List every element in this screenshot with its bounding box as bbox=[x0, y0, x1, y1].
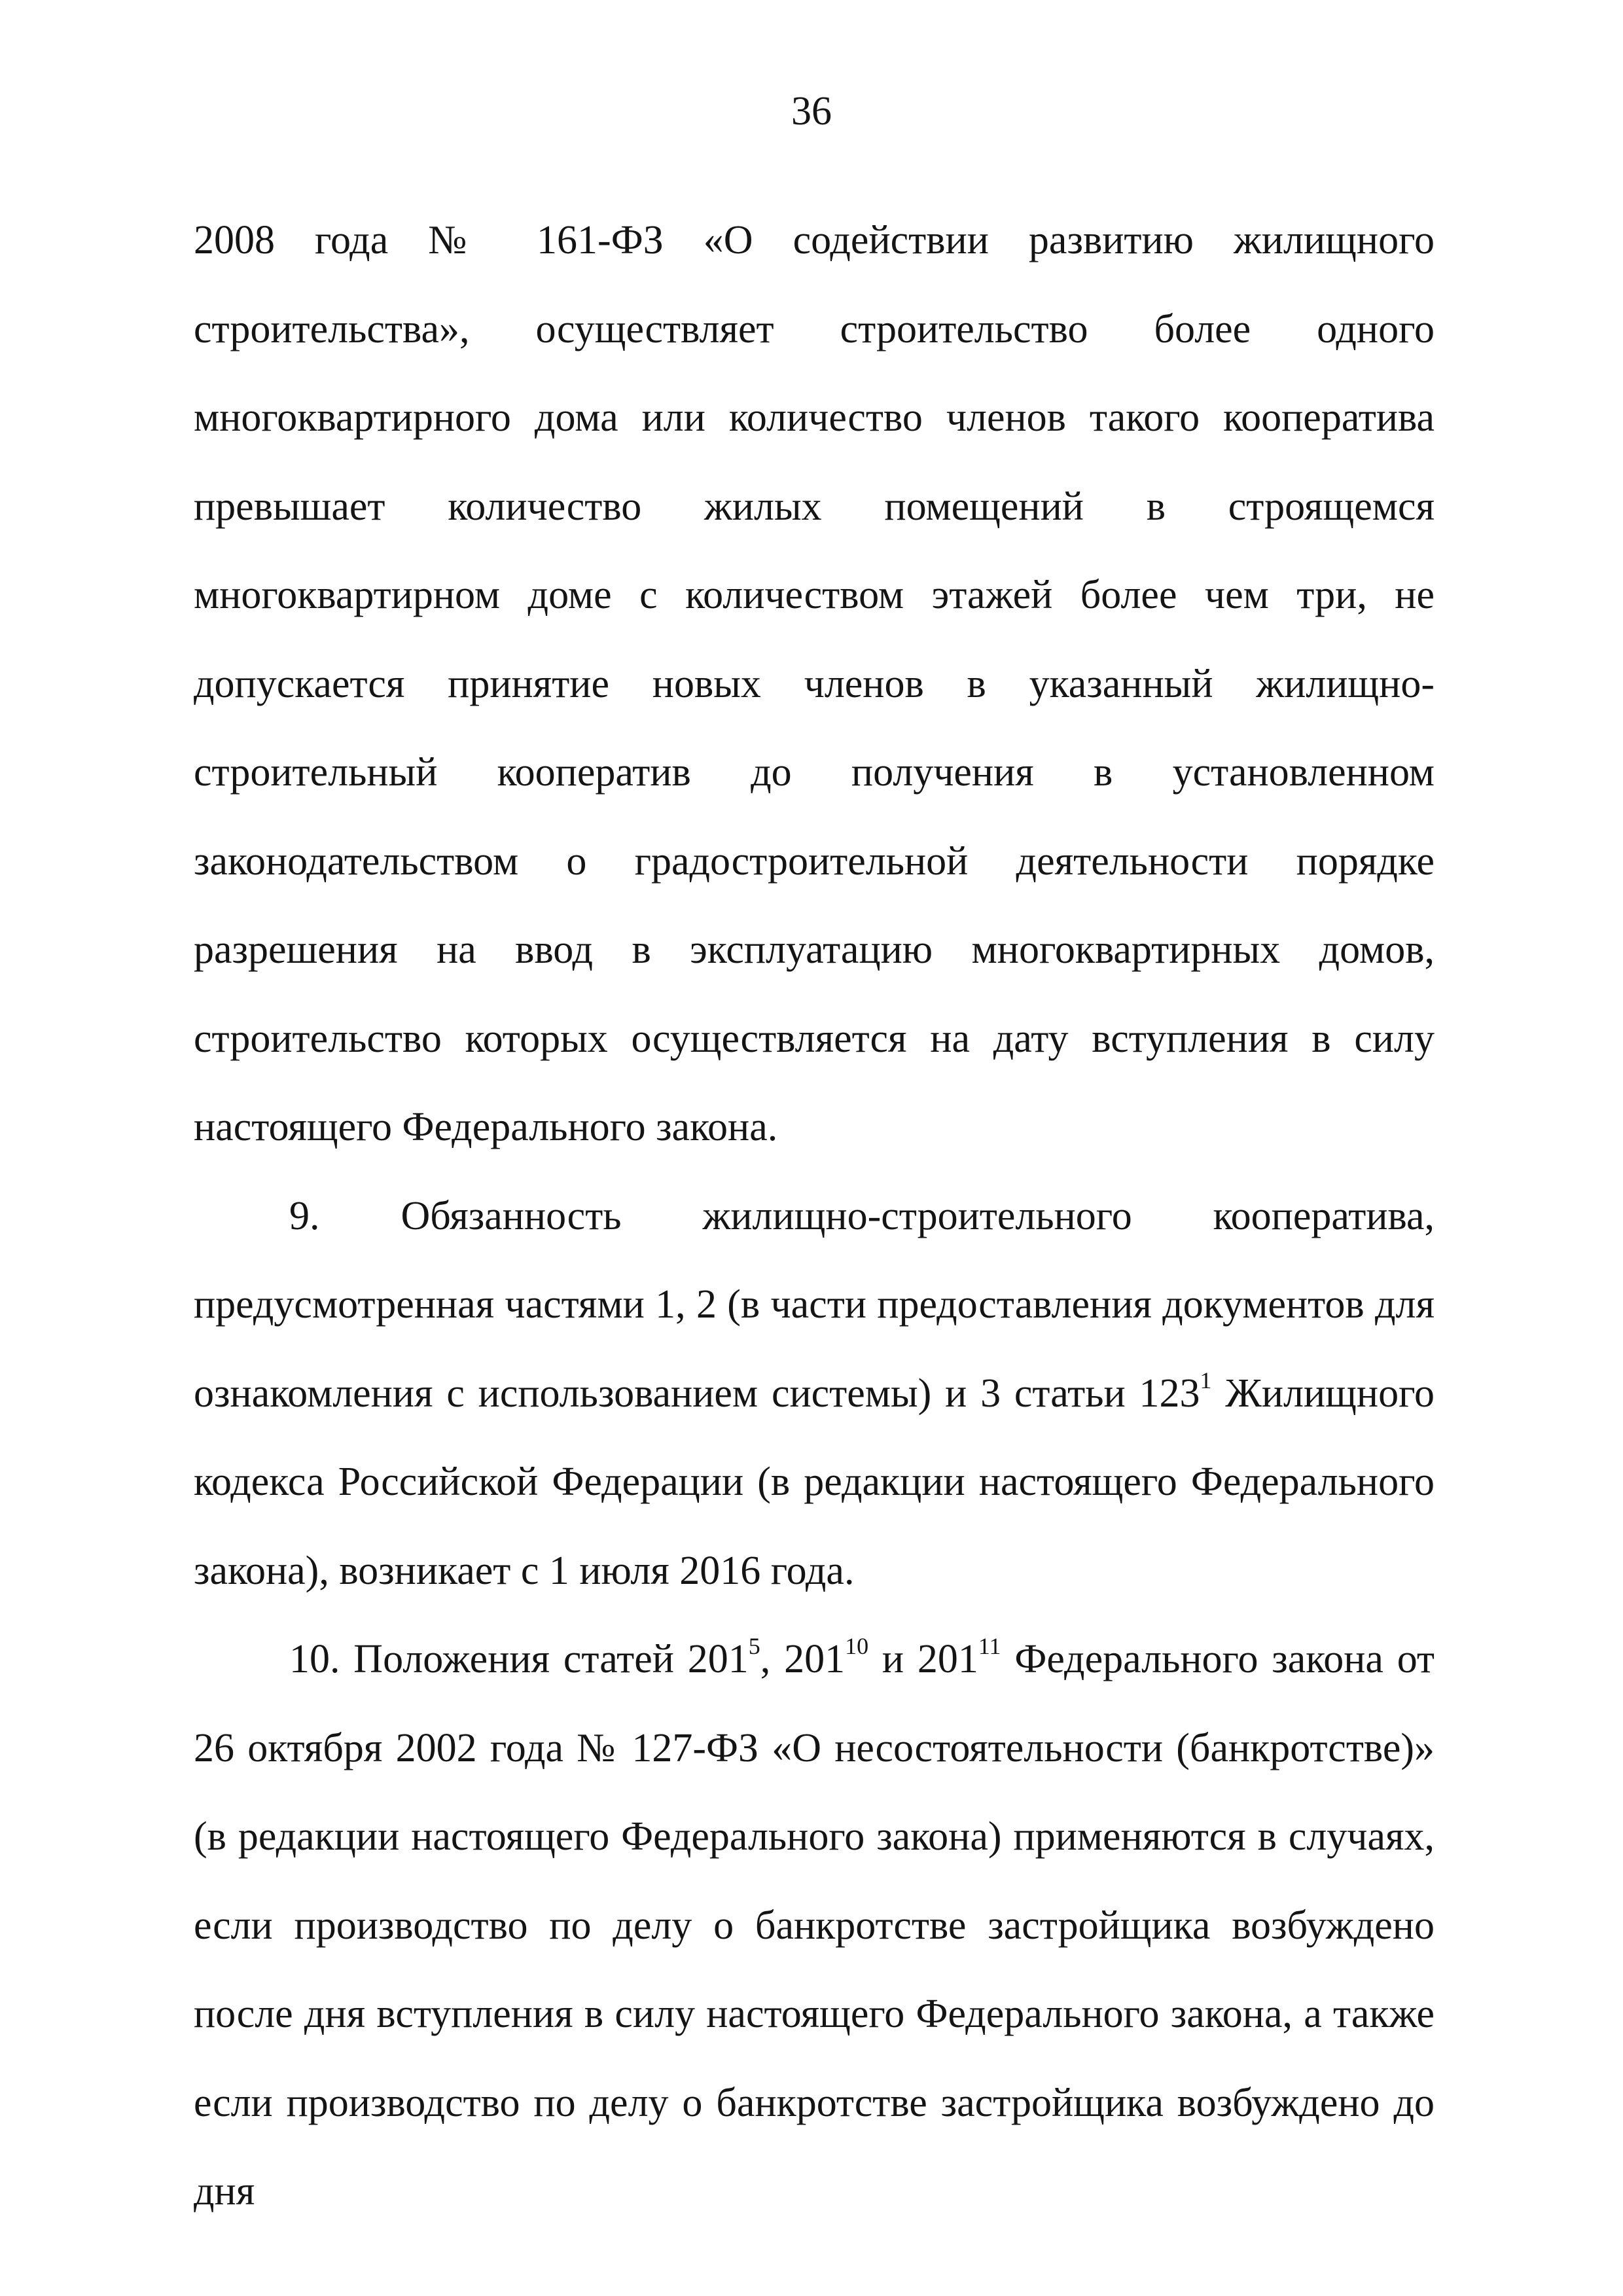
item10-superscript-1: 5 bbox=[748, 1633, 760, 1660]
item9-superscript-1: 1 bbox=[1200, 1367, 1212, 1393]
paragraph-item-9 bbox=[194, 1172, 1435, 1616]
item10-text-4: Федерального закона от 26 октября 2002 года № 127-ФЗ «О несостоятельности (банкротстве)» (в редакции настоящего Федерального закона) применяются в случаях, если производство по делу о банкротстве застройщика возбуждено после дня вступления в силу настоящего Федерального закона, а также если производство по делу о банкротстве застройщика возбуждено до дня bbox=[194, 1637, 1435, 2214]
paragraph-continuation: 2008 года № 161-ФЗ «О содействии развитию жилищного строительства», осуществляет строительство более одного многоквартирного дома или количество членов такого кооператива превышает количество жилых помещений в строящемся многоквартирном доме с количеством этажей более чем три, не допускается принятие новых членов в указанный жилищно-строительный кооператив до получения в установленном законодательством о градостроительной деятельности порядке разрешения на ввод в эксплуатацию многоквартирных домов, строительство которых осуществляется на дату вступления в силу настоящего Федерального закона. bbox=[194, 218, 1435, 1149]
document-body bbox=[194, 196, 1435, 2236]
item10-text-3: и 201 bbox=[868, 1637, 978, 1681]
item10-superscript-3: 11 bbox=[978, 1633, 1001, 1660]
item9-text-1: 9. Обязанность жилищно-строительного кооператива, предусмотренная частями 1, 2 (в части предоставления документов для ознакомления с использованием системы) и 3 статьи 123 bbox=[194, 1193, 1435, 1416]
paragraph-item-10 bbox=[194, 1615, 1435, 2236]
page-number: 36 bbox=[791, 89, 832, 134]
item10-superscript-2: 10 bbox=[845, 1633, 869, 1660]
item10-text-2: , 201 bbox=[760, 1637, 846, 1681]
item10-text-1: 10. Положения статей 201 bbox=[289, 1637, 749, 1681]
item9-text-2: Жилищного кодекса Российской Федерации (в редакции настоящего Федерального закона), возникает с 1 июля 2016 года. bbox=[194, 1371, 1435, 1593]
